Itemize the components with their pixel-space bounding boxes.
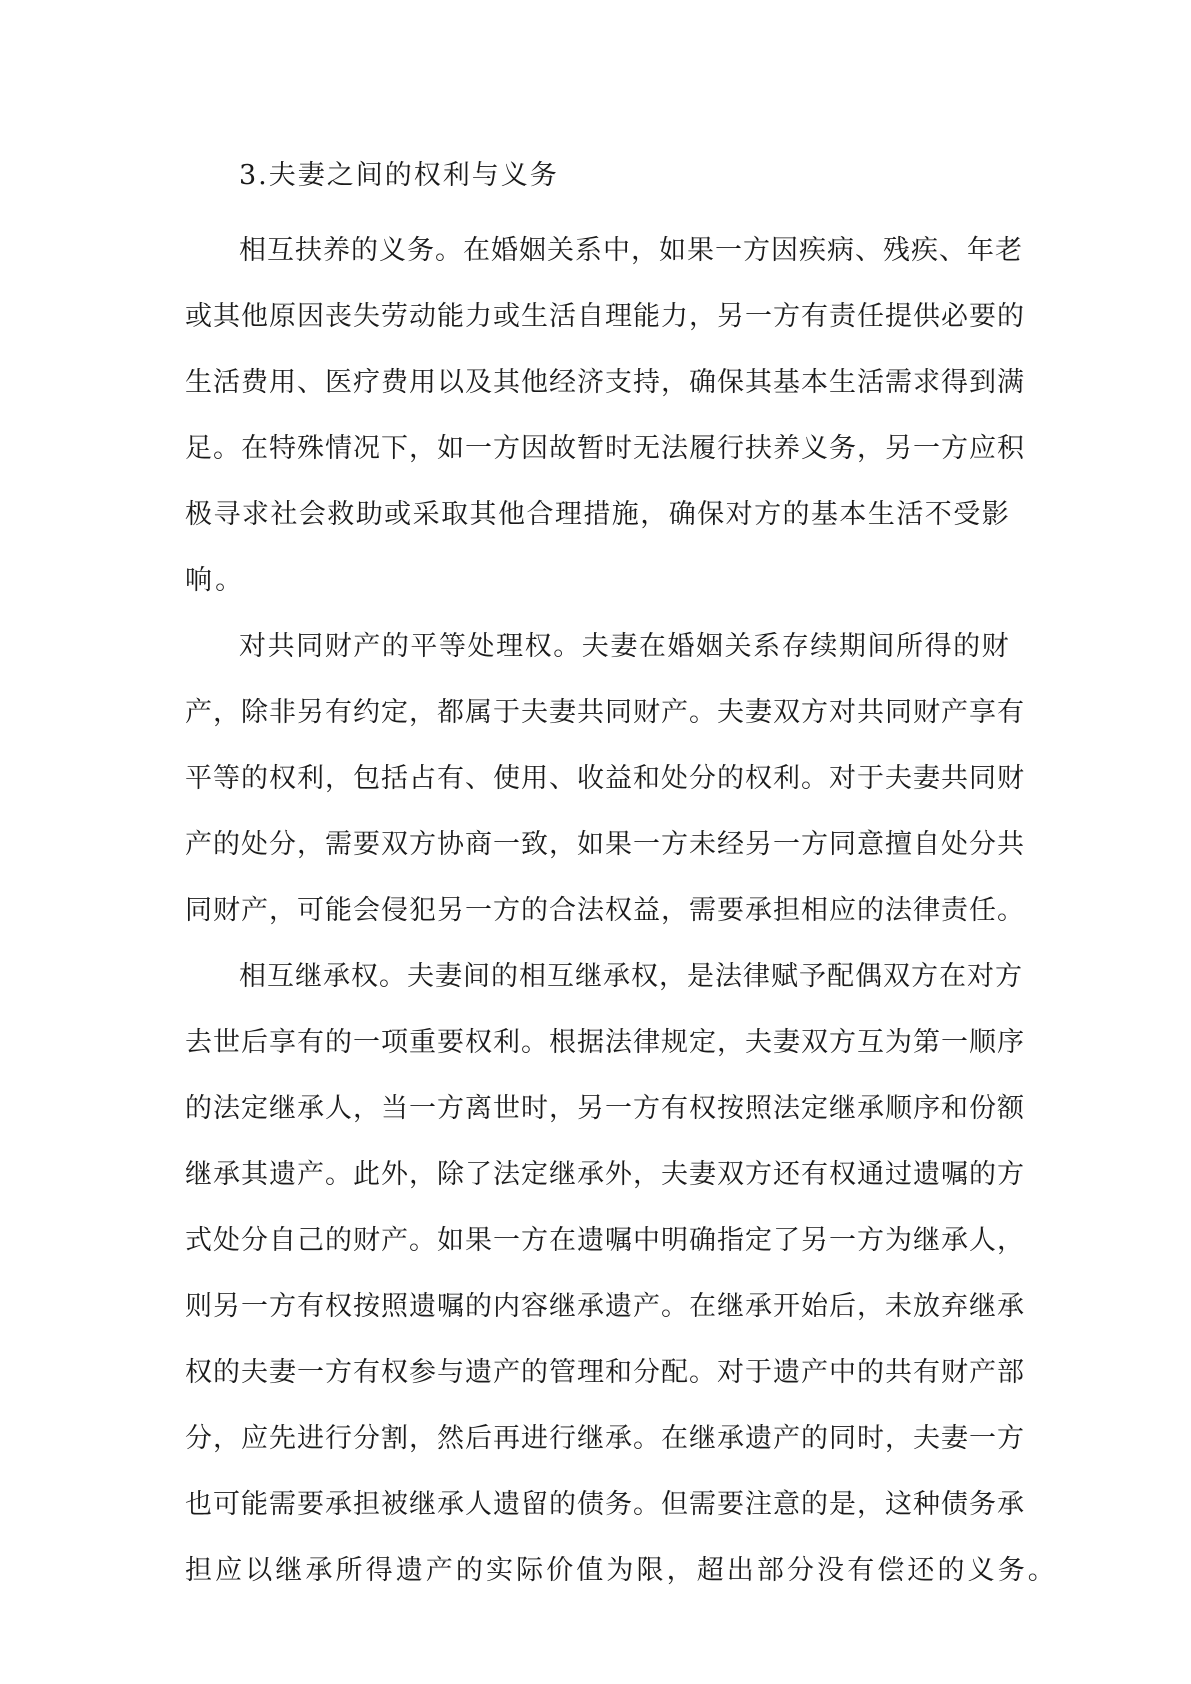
paragraph-line: 或 其 他 原 因 丧 失 劳 动 能 力 或 生 活 自 理 能 力 ， 另 一 方 有 责 任 提 供 必 要 的	[185, 301, 1025, 332]
paragraph-line: 式 处 分 自 己 的 财 产 。 如 果 一 方 在 遗 嘱 中 明 确 指 定 了 另 一 方 为 继 承 人 ，	[185, 1225, 1025, 1256]
paragraph-line: 对 共 同 财 产 的 平 等 处 理 权 。 夫 妻 在 婚 姻 关 系 存 续 期 间 所 得 的 财	[239, 631, 1010, 662]
paragraph-line: 去 世 后 享 有 的 一 项 重 要 权 利 。 根 据 法 律 规 定 ， 夫 妻 双 方 互 为 第 一 顺 序	[185, 1027, 1025, 1058]
paragraph-line: 权 的 夫 妻 一 方 有 权 参 与 遗 产 的 管 理 和 分 配 。 对 于 遗 产 中 的 共 有 财 产 部	[185, 1357, 1025, 1388]
paragraph-common-property	[185, 614, 1025, 944]
paragraph-line: 同 财 产 ， 可 能 会 侵 犯 另 一 方 的 合 法 权 益 ， 需 要 承 担 相 应 的 法 律 责 任 。	[185, 895, 1025, 926]
paragraph-line: 足 。 在 特 殊 情 况 下 ， 如 一 方 因 故 暂 时 无 法 履 行 扶 养 义 务 ， 另 一 方 应 积	[185, 433, 1025, 464]
paragraph-line: 响。	[185, 565, 246, 596]
document-body	[185, 150, 1058, 1604]
paragraph-line: 则 另 一 方 有 权 按 照 遗 嘱 的 内 容 继 承 遗 产 。 在 继 承 开 始 后 ， 未 放 弃 继 承	[185, 1291, 1025, 1322]
paragraph-line: 也 可 能 需 要 承 担 被 继 承 人 遗 留 的 债 务 。 但 需 要 注 意 的 是 ， 这 种 债 务 承	[185, 1489, 1025, 1520]
paragraph-line: 相 互 扶 养 的 义 务 。 在 婚 姻 关 系 中 ， 如 果 一 方 因 疾 病 、 残 疾 、 年 老	[239, 235, 1023, 266]
paragraph-line: 继 承 其 遗 产 。 此 外 ， 除 了 法 定 继 承 外 ， 夫 妻 双 方 还 有 权 通 过 遗 嘱 的 方	[185, 1159, 1025, 1190]
paragraph-line: 产 的 处 分 ， 需 要 双 方 协 商 一 致 ， 如 果 一 方 未 经 另 一 方 同 意 擅 自 处 分 共	[185, 829, 1025, 860]
paragraph-line: 相 互 继 承 权 。 夫 妻 间 的 相 互 继 承 权 ， 是 法 律 赋 予 配 偶 双 方 在 对 方	[239, 961, 1023, 992]
paragraph-mutual-support	[185, 218, 1025, 614]
paragraph-line: 的 法 定 继 承 人 ， 当 一 方 离 世 时 ， 另 一 方 有 权 按 照 法 定 继 承 顺 序 和 份 额	[185, 1093, 1025, 1124]
paragraph-line: 平 等 的 权 利 ， 包 括 占 有 、 使 用 、 收 益 和 处 分 的 权 利 。 对 于 夫 妻 共 同 财	[185, 763, 1025, 794]
paragraph-line: 极 寻 求 社 会 救 助 或 采 取 其 他 合 理 措 施 ， 确 保 对 方 的 基 本 生 活 不 受 影	[185, 499, 1010, 530]
paragraph-line: 产 ， 除 非 另 有 约 定 ， 都 属 于 夫 妻 共 同 财 产 。 夫 妻 双 方 对 共 同 财 产 享 有	[185, 697, 1025, 728]
paragraph-inheritance	[185, 944, 1058, 1604]
paragraph-line: 担应以继承所得遗产的实际价值为限，超出部分没有偿还的义务。	[185, 1555, 1058, 1586]
section-heading: 3.夫妻之间的权利与义务	[239, 160, 559, 191]
paragraph-line: 生 活 费 用 、 医 疗 费 用 以 及 其 他 经 济 支 持 ， 确 保 其 基 本 生 活 需 求 得 到 满	[185, 367, 1025, 398]
paragraph-line: 分 ， 应 先 进 行 分 割 ， 然 后 再 进 行 继 承 。 在 继 承 遗 产 的 同 时 ， 夫 妻 一 方	[185, 1423, 1025, 1454]
